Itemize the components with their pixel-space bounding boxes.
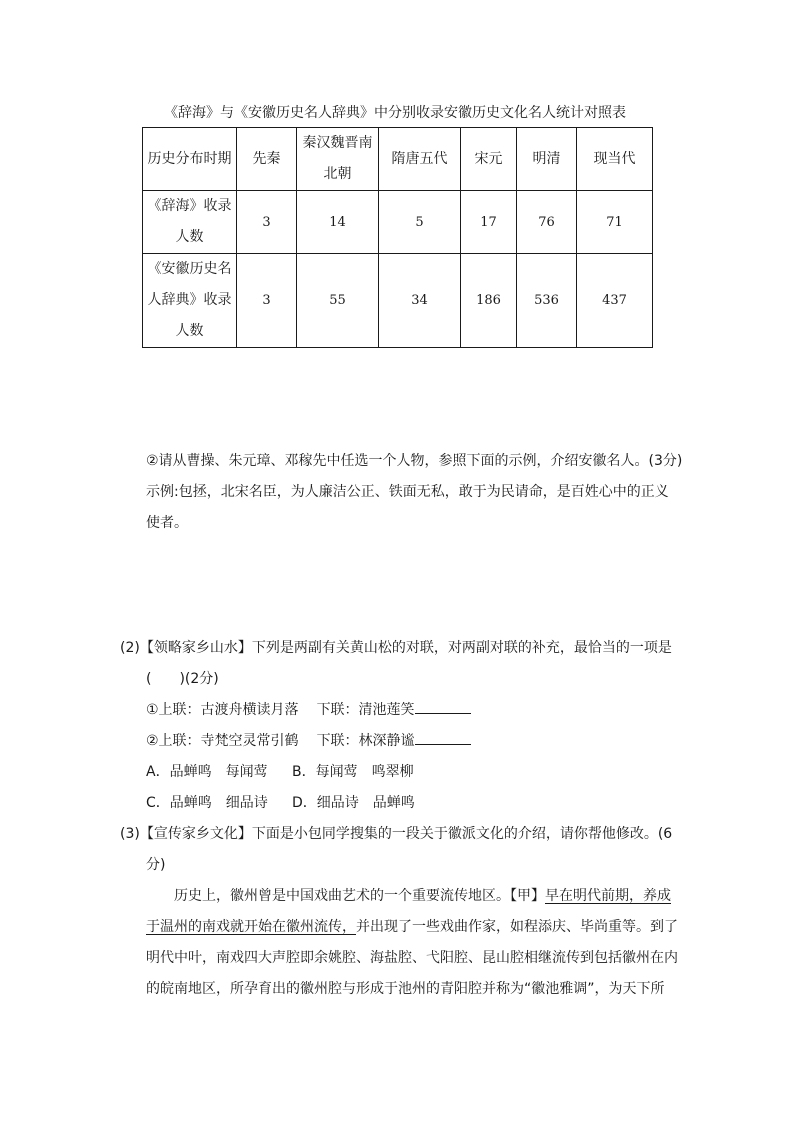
option-c: C．品蝉鸣 细品诗 [146, 795, 268, 811]
table-cell: 3 [237, 254, 297, 348]
header-cell: 宋元 [461, 128, 517, 191]
table-cell: 5 [379, 191, 461, 254]
passage-line [146, 916, 678, 936]
header-cell: 历史分布时期 [143, 128, 237, 191]
table-cell: 55 [297, 254, 379, 348]
answer-blank [415, 699, 471, 714]
question-stem: (2)【领略家乡山水】下列是两副有关黄山松的对联，对两副对联的补充，最恰当的一项是 [120, 640, 672, 656]
couplet-upper: ①上联：古渡舟横读月落 [146, 702, 299, 718]
question-stem: (3)【宣传家乡文化】下面是小包同学搜集的一段关于徽派文化的介绍，请你帮他修改。(6 [120, 826, 673, 842]
table-row [143, 254, 653, 348]
table-cell: 34 [379, 254, 461, 348]
header-cell: 现当代 [577, 128, 653, 191]
header-cell: 秦汉魏晋南北朝 [297, 128, 379, 191]
passage-text: 并出现了一些戏曲作家，如程添庆、毕尚重等。到了 [356, 919, 678, 935]
table-cell: 14 [297, 191, 379, 254]
couplet-lower: 下联：清池莲笑 [316, 702, 415, 718]
answer-bracket: ( )(2分) [146, 671, 219, 687]
option-b: B．每闻莺 鸣翠柳 [292, 764, 414, 780]
passage-line [174, 885, 671, 905]
table-row [143, 191, 653, 254]
header-cell: 先秦 [237, 128, 297, 191]
row-label: 《安徽历史名人辞典》收录人数 [143, 254, 237, 348]
table-caption: 《辞海》与《安徽历史名人辞典》中分别收录安徽历史文化名人统计对照表 [164, 105, 626, 121]
table-cell: 437 [577, 254, 653, 348]
table-cell: 186 [461, 254, 517, 348]
header-cell: 隋唐五代 [379, 128, 461, 191]
couplet-line [146, 699, 471, 719]
table-cell: 71 [577, 191, 653, 254]
table-cell: 3 [237, 191, 297, 254]
couplet-line [146, 730, 471, 750]
underlined-sentence: 早在明代前期，养成 [545, 888, 671, 904]
couplet-lower: 下联：林深静谧 [316, 733, 415, 749]
couplet-upper: ②上联：寺梵空灵常引鹤 [146, 733, 299, 749]
table-cell: 536 [517, 254, 577, 348]
answer-blank [415, 730, 471, 745]
option-d: D．细品诗 品蝉鸣 [292, 795, 415, 811]
option-a: A．品蝉鸣 每闻莺 [146, 764, 268, 780]
table-cell: 17 [461, 191, 517, 254]
example-text: 示例:包拯，北宋名臣，为人廉洁公正、铁面无私，敢于为民请命，是百姓心中的正义 [146, 484, 669, 500]
header-cell: 明清 [517, 128, 577, 191]
question-prompt: ②请从曹操、朱元璋、邓稼先中任选一个人物，参照下面的示例，介绍安徽名人。(3分) [146, 453, 683, 469]
row-label: 《辞海》收录人数 [143, 191, 237, 254]
example-text: 使者。 [146, 515, 188, 531]
table-header-row [143, 128, 653, 191]
table-cell: 76 [517, 191, 577, 254]
question-stem-cont: 分) [146, 857, 166, 873]
statistics-table [142, 127, 653, 348]
passage-line: 的皖南地区，所孕育出的徽州腔与形成于池州的青阳腔并称为“徽池雅调”，为天下所 [146, 981, 665, 997]
passage-line: 明代中叶，南戏四大声腔即余姚腔、海盐腔、弋阳腔、昆山腔相继流传到包括徽州在内 [146, 950, 678, 966]
underlined-sentence: 于温州的南戏就开始在徽州流传， [146, 919, 356, 935]
passage-text: 历史上，徽州曾是中国戏曲艺术的一个重要流传地区。【甲】 [174, 888, 545, 904]
